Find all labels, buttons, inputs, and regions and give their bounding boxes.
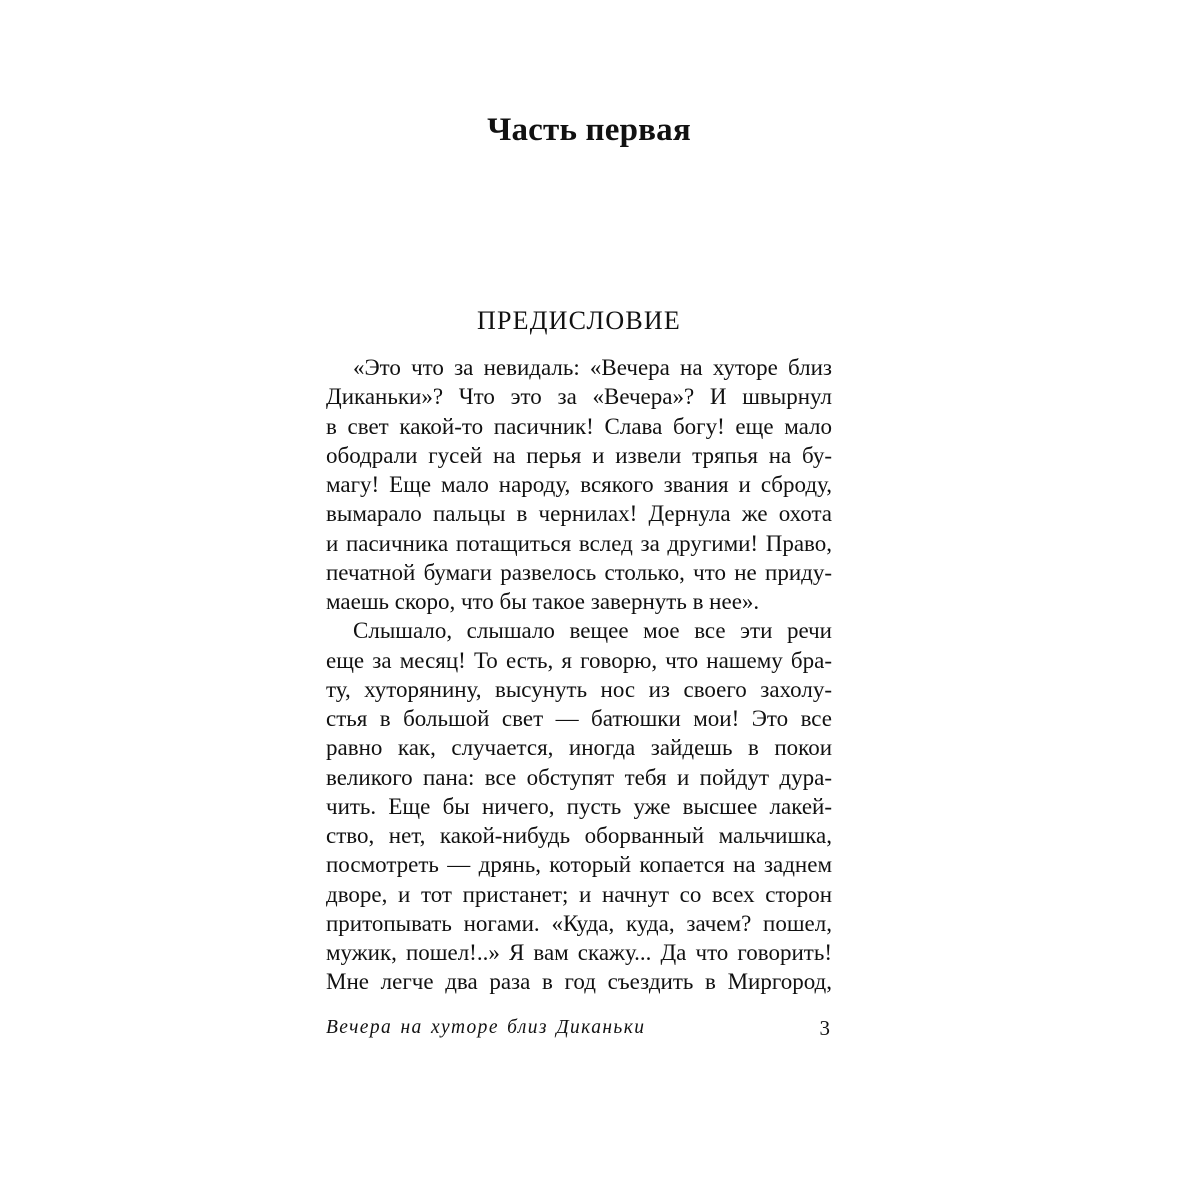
text-line: ту, хуторянину, высунуть нос из своего захолу-: [326, 676, 832, 702]
text-line: магу! Еще мало народу, всякого звания и сброду,: [326, 472, 832, 497]
text-line: притопывать ногами. «Куда, куда, зачем? пошел,: [326, 910, 832, 936]
text-line: Диканьки»? Что это за «Вечера»? И швырнул: [326, 384, 832, 410]
text-line: мужик, пошел!..» Я вам скажу... Да что говорить!: [326, 940, 832, 965]
body-text: [326, 353, 832, 997]
text-line: дворе, и тот пристанет; и начнут со всех сторон: [326, 881, 832, 907]
text-line: равно как, случается, иногда зайдешь в покои: [326, 735, 832, 761]
text-line: Слышало, слышало вещее мое все эти речи: [353, 618, 832, 644]
text-line: «Это что за невидаль: «Вечера на хуторе близ: [353, 355, 832, 380]
footer-book-title: Вечера на хуторе близ Диканьки: [326, 1017, 646, 1038]
text-line: печатной бумаги развелось столько, что не приду-: [326, 559, 832, 585]
text-line: ство, нет, какой-нибудь оборванный мальчишка,: [326, 823, 832, 848]
text-line: ободрали гусей на перья и извели тряпья на бу-: [326, 442, 832, 468]
text-line: маешь скоро, что бы такое завернуть в нее».: [326, 589, 760, 614]
text-line: в свет какой-то пасичник! Слава богу! еще мало: [326, 413, 832, 439]
text-line: великого пана: все обступят тебя и пойдут дура-: [326, 764, 832, 790]
text-line: стья в большой свет — батюшки мои! Это все: [326, 706, 832, 731]
text-line: чить. Еще бы ничего, пусть уже высшее лакей-: [326, 793, 832, 819]
text-line: посмотреть — дрянь, который копается на заднем: [326, 852, 832, 878]
section-title: ПРЕДИСЛОВИЕ: [477, 306, 681, 335]
text-line: еще за месяц! То есть, я говорю, что нашему бра-: [326, 647, 832, 673]
text-line: вымарало пальцы в чернилах! Дернула же охота: [326, 501, 832, 527]
page-number: 3: [819, 1016, 830, 1040]
part-title: Часть первая: [487, 112, 691, 148]
text-line: и пасичника потащиться вслед за другими! Право,: [326, 530, 832, 556]
text-line: Мне легче два раза в год съездить в Миргород,: [326, 969, 832, 995]
running-footer: [326, 1012, 832, 1044]
